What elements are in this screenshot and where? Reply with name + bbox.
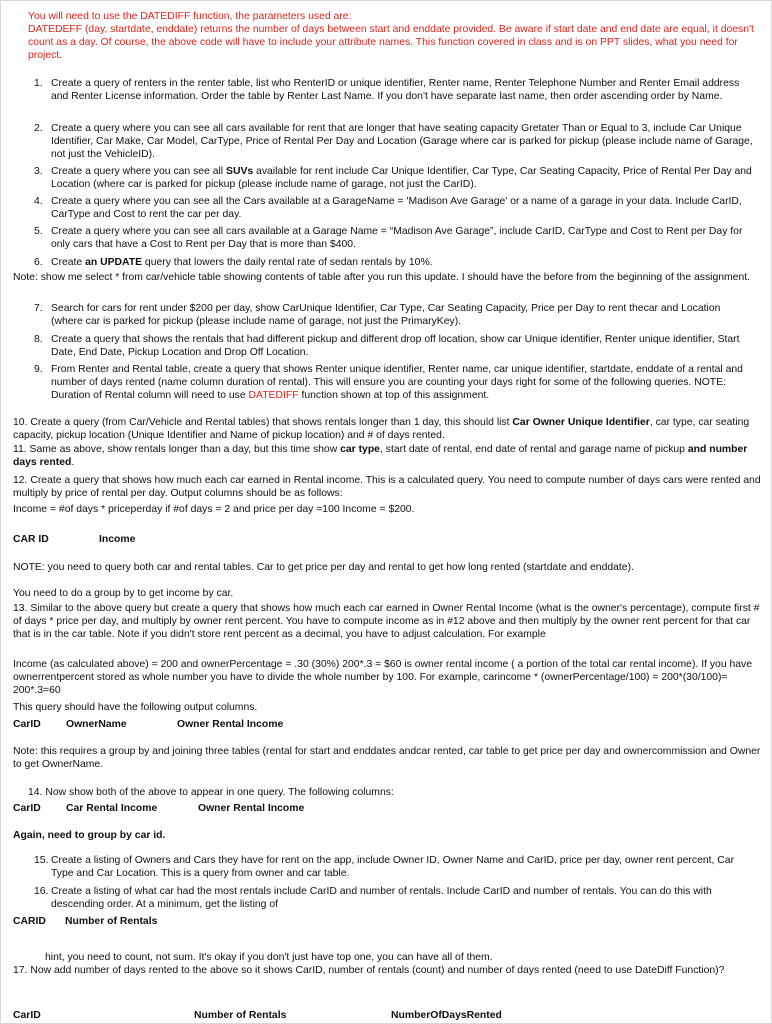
question-text	[51, 256, 754, 269]
question-text: Create a listing of Owners and Cars they have for rent on the app, include Owner ID, Owner Name and CarID, price per day, owner rent percent, Car Type and Car Location. This is a query from owner and car table.	[51, 855, 735, 879]
text-run: Create a query where you can see all	[51, 166, 227, 177]
note-12: NOTE: you need to query both car and rental tables. Car to get price per day and rental to get how long rented (startdate and enddate).	[13, 562, 634, 573]
group-by-reminder: Again, need to group by car id.	[13, 830, 166, 841]
text-run: 10. Create a query (from Car/Vehicle and Rental tables) that shows rentals longer than 1 day, this should list	[13, 417, 513, 428]
question-3	[34, 165, 754, 191]
question-text: Create a listing of what car had the most rentals include CarID and number of rentals. Include CarID and number of rentals. You can do this with descending order. At a minimum, get the listing of	[51, 886, 712, 910]
bold-car-type: car type	[340, 444, 380, 455]
bold-suvs: SUVs	[226, 166, 254, 177]
question-10	[13, 416, 761, 442]
datediff-highlight: DATEDIFF	[248, 390, 299, 401]
text-run: query that lowers the daily rental rate of sedan rentals by 10%.	[142, 257, 433, 268]
question-number: 5.	[34, 226, 43, 237]
question-16	[34, 885, 754, 911]
question-number: 1.	[34, 78, 43, 89]
question-text: Create a query where you can see all cars available at a Garage Name = “Madison Ave Garage”, include CarID, CarType and Cost to Rent per Day for only cars that have a Cost to Rent per Day that is more than $400.	[51, 226, 743, 250]
question-number: 15.	[34, 855, 49, 866]
question-14: 14. Now show both of the above to appear in one query. The following columns:	[28, 787, 394, 798]
note-after-update: Note: show me select * from car/vehicle table showing contents of table after you run this update. I should have the before from the beginning of the assignment.	[13, 272, 751, 283]
text-run: From Renter and Rental table, create a query that shows Renter unique identifier, Renter name, car unique identifier, startdate, enddate of a rental and number of days rented (name column duration of rental). This will ensure you are counting your days right for some of the following queries. NOTE: Duration of Rental column will need to use	[51, 364, 743, 401]
col-header-carid: CARID	[13, 916, 46, 927]
note-13: Note: this requires a group by and joining three tables (rental for start and enddates andcar rented, car table to get price per day and ownercommission and Owner to get OwnerName.	[13, 746, 761, 770]
question-15	[34, 854, 754, 880]
question-text: Create a query where you can see all the Cars available at a GarageName = 'Madison Ave Garage' or a name of a garage in your data. Include CarID, CarType and Cost to rent the car per day.	[51, 196, 742, 220]
question-11	[13, 443, 761, 469]
question-13-example: Income (as calculated above) = 200 and ownerPercentage = .30 (30%) 200*.3 = $60 is owner rental income ( a portion of the total car rental income). If you have ownerrentpercent stored as whole number you have to divide the whole number by 100. For example, carincome * (ownerPercentage/100) = 200*(30/100)= 200*.3=60	[13, 659, 753, 696]
col-header-owner-rental-income: Owner Rental Income	[198, 803, 305, 814]
col-header-carid: CarID	[13, 803, 41, 814]
text-run: .	[71, 457, 75, 468]
question-number: 16.	[34, 886, 49, 897]
question-2	[34, 122, 754, 161]
question-17: 17. Now add number of days rented to the above so it shows CarID, number of rentals (count) and number of days rented (need to use DateDiff Function)?	[13, 965, 725, 976]
question-number: 3.	[34, 166, 43, 177]
question-text	[51, 363, 754, 402]
col-header-car-id: CAR ID	[13, 534, 49, 545]
question-13-columns-intro: This query should have the following output columns.	[13, 702, 258, 713]
question-13: 13. Similar to the above query but create a query that shows how much each car earned in Owner Rental Income (what is the owner's percentage), compute first # of days * price per day, and multiply by owner rent percent. You have to compute income as in #12 above and then multiply by the owner rent percent for that car that is in the car table. Note if you didn't store rent percent as a decimal, you have to adjust calculation. For example	[13, 603, 760, 640]
col-header-carid: CarID	[13, 1010, 41, 1021]
datediff-intro	[28, 10, 758, 62]
question-text: Create a query where you can see all cars available for rent that are longer that have seating capacity Gretater Than or Equal to 3, include Car Unique Identifier, Car Make, Car Model, CarType, Price of Rental Per Day and Location (Garage where car is parked for pickup (please include name of Garage, not just the VehicleID).	[51, 123, 753, 160]
group-by-note: You need to do a group by to get income by car.	[13, 588, 234, 599]
text-run: 11. Same as above, show rentals longer than a day, but this time show	[13, 444, 341, 455]
col-header-number-of-days-rented: NumberOfDaysRented	[391, 1010, 502, 1021]
question-4	[34, 195, 754, 221]
bold-owner-id: Car Owner Unique Identifier	[512, 417, 650, 428]
question-5	[34, 225, 754, 251]
question-8	[34, 333, 754, 359]
question-text	[51, 165, 754, 191]
question-9	[34, 363, 754, 402]
question-number: 6.	[34, 257, 43, 268]
col-header-owner-rental-income: Owner Rental Income	[177, 719, 284, 730]
question-number: 8.	[34, 334, 43, 345]
question-text: Create a query that shows the rentals that had different pickup and different drop off location, show car Unique identifier, Renter unique identifier, Start Date, End Date, Pickup Location and Drop Off Location.	[51, 334, 740, 358]
question-number: 4.	[34, 196, 43, 207]
text-run: , car type, car seating capacity, pickup location (Unique Identifier and Name of pickup location) and # of days rented.	[13, 417, 750, 441]
question-6	[34, 256, 754, 269]
col-header-carid: CarID	[13, 719, 41, 730]
text-run: function shown at top of this assignment.	[298, 390, 490, 401]
question-number: 7.	[34, 303, 43, 314]
intro-line-1: You will need to use the DATEDIFF function, the parameters used are:	[28, 11, 352, 22]
col-header-car-rental-income: Car Rental Income	[66, 803, 158, 814]
text-run: Create	[51, 257, 86, 268]
bold-days-rented: and number days rented	[13, 444, 748, 468]
hint: hint, you need to count, not sum. It's okay if you don't just have top one, you can have all of them.	[45, 952, 493, 963]
col-header-ownername: OwnerName	[66, 719, 127, 730]
col-header-number-of-rentals: Number of Rentals	[65, 916, 158, 927]
question-text: Search for cars for rent under $200 per day, show CarUnique Identifier, Car Type, Car Seating Capacity, Price per Day to rent thecar and Location (where car is parked for pickup (please include name of garage, not just the PrimaryKey).	[51, 303, 721, 327]
bold-update: an UPDATE	[85, 257, 143, 268]
col-header-number-of-rentals: Number of Rentals	[194, 1010, 287, 1021]
question-12-formula: Income = #of days * priceperday if #of days = 2 and price per day =100 Income = $200.	[13, 504, 415, 515]
text-run: available for rent include Car Unique Identifier, Car Type, Car Seating Capacity, Price of Rental Per Day and Location (where car is parked for pickup (please include name of garage, not just the CarID).	[51, 166, 752, 190]
question-number: 2.	[34, 123, 43, 134]
question-1	[34, 77, 754, 103]
question-12: 12. Create a query that shows how much each car earned in Rental income. This is a calculated query. You need to compute number of days cars were rented and multiply by price of rental per day. Output columns should be as follows:	[13, 475, 761, 499]
intro-line-2: DATEDEFF (day, startdate, enddate) returns the number of days between start and enddate provided. Be aware if start date and end date are equal, it doesn't count as a day. Of course, the above code will have to include your attribute names. This function covered in class and is on PPT slides, what you need for project.	[28, 24, 754, 61]
question-text: Create a query of renters in the renter table, list who RenterID or unique identifier, Renter name, Renter Telephone Number and Renter Email address and Renter License information. Order the table by Renter Last Name. If you don't have separate last name, then order ascending order by Name.	[51, 78, 740, 102]
text-run: , start date of rental, end date of rental and garage name of pickup	[379, 444, 688, 455]
question-number: 9.	[34, 364, 43, 375]
col-header-income: Income	[99, 534, 136, 545]
question-7	[34, 302, 754, 328]
